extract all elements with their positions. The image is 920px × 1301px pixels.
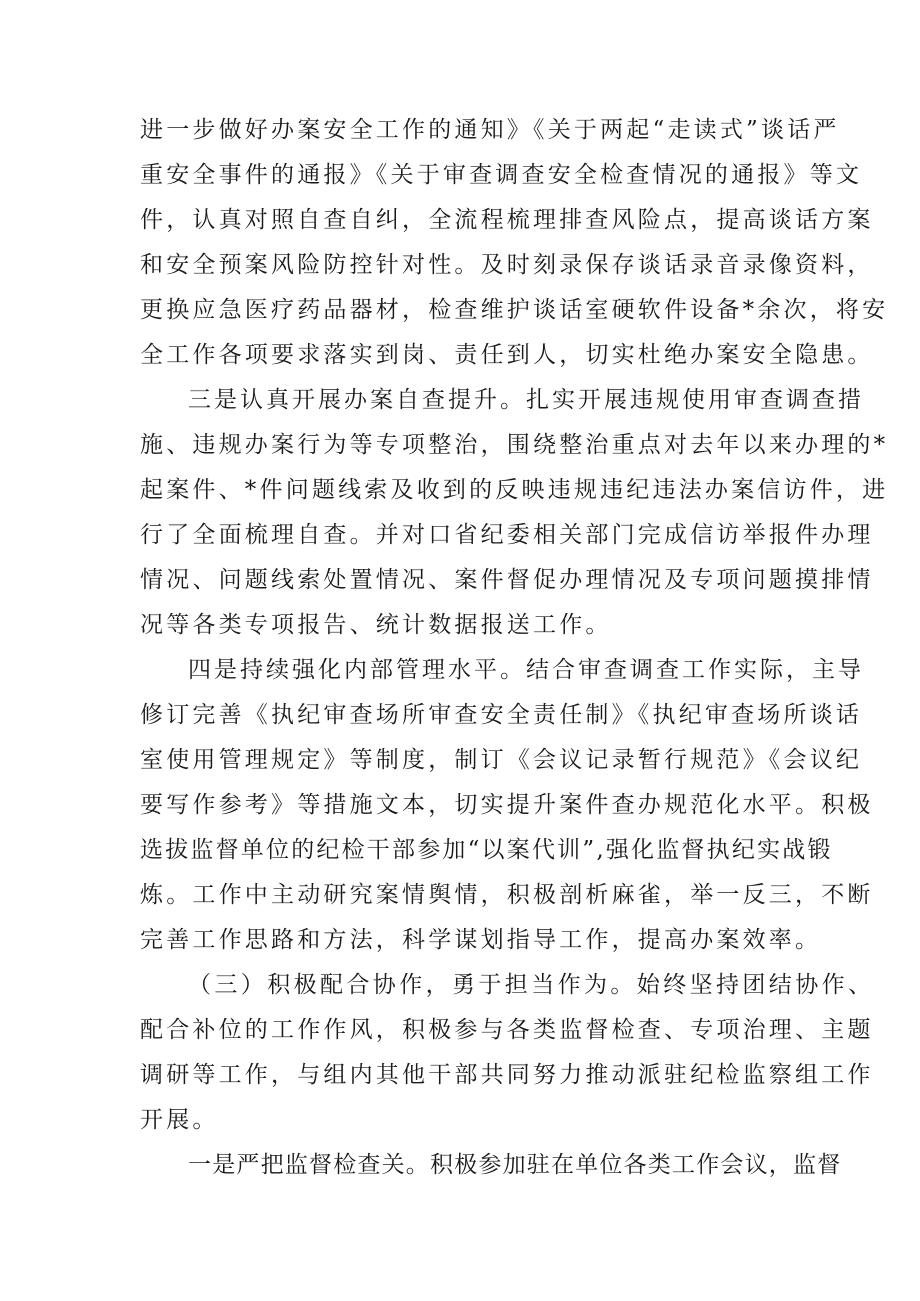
text-line: 况等各类专项报告、统计数据报送工作。: [140, 612, 612, 638]
text-line: 全工作各项要求落实到岗、责任到人，切实杜绝办案安全隐患。: [140, 342, 874, 368]
text-line: 更换应急医疗药品器材，检查维护谈话室硬软件设备*余次，将安: [140, 297, 889, 323]
text-line: 进一步做好办案安全工作的通知》《关于两起“走读式”谈话严: [140, 117, 840, 143]
text-line: 情况、问题线索处置情况、案件督促办理情况及专项问题摸排情: [140, 567, 874, 593]
paragraph-first-line: 一是严把监督检查关。积极参加驻在单位各类工作会议，监督: [188, 1152, 842, 1178]
text-line: 炼。工作中主动研究案情舆情，积极剖析麻雀，举一反三，不断: [140, 882, 874, 908]
paragraph-first-line: 三是认真开展办案自查提升。扎实开展违规使用审查调查措: [188, 387, 864, 413]
text-line: 调研等工作，与组内其他干部共同努力推动派驻纪检监察组工作: [140, 1062, 874, 1088]
text-line: 选拔监督单位的纪检干部参加“以案代训”,强化监督执纪实战锻: [140, 837, 833, 863]
text-line: 配合补位的工作作风，积极参与各类监督检查、专项治理、主题: [140, 1017, 874, 1043]
text-line: 和安全预案风险防控针对性。及时刻录保存谈话录音录像资料，: [140, 252, 874, 278]
text-line: 室使用管理规定》等制度，制订《会议记录暂行规范》《会议纪: [140, 747, 863, 773]
text-line: 重安全事件的通报》《关于审查调查安全检查情况的通报》等文: [140, 162, 863, 188]
text-line: 件，认真对照自查自纠，全流程梳理排查风险点，提高谈话方案: [140, 207, 874, 233]
text-line: 行了全面梳理自查。并对口省纪委相关部门完成信访举报件办理: [140, 522, 874, 548]
text-line: 开展。: [140, 1107, 219, 1133]
text-line: 起案件、*件问题线索及收到的反映违规违纪违法办案信访件，进: [140, 477, 889, 503]
text-line: 施、违规办案行为等专项整治，围绕整治重点对去年以来办理的*: [140, 432, 889, 458]
text-line: 修订完善《执纪审查场所审查安全责任制》《执纪审查场所谈话: [140, 702, 863, 728]
text-line: 要写作参考》等措施文本，切实提升案件查办规范化水平。积极: [140, 792, 874, 818]
paragraph-first-line: 四是持续强化内部管理水平。结合审查调查工作实际，主导: [188, 657, 864, 683]
section-heading-line: （三）积极配合协作，勇于担当作为。始终坚持团结协作、: [188, 972, 875, 998]
text-line: 完善工作思路和方法，科学谋划指导工作，提高办案效率。: [140, 927, 822, 953]
